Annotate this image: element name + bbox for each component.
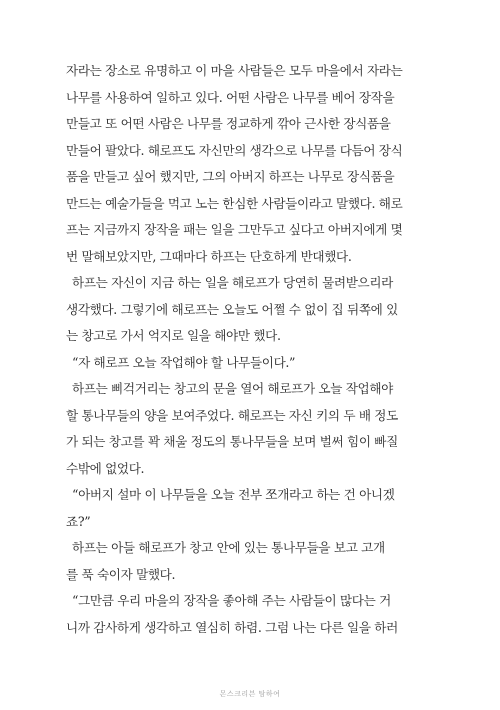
text-line: 나무를 사용하여 일하고 있다. 어떤 사람은 나무를 베어 장작을 [66,89,395,105]
dialogue-line: “자 해로프 오늘 작업해야 할 나무들이다.” [72,354,296,370]
text-line: 를 푹 숙이자 말했다. [66,566,176,582]
text-line: 는 창고로 가서 억지로 일을 해야만 했다. [66,328,281,343]
text-line: 할 통나무들의 양을 보여주었다. 해로프는 자신 키의 두 배 정도 [66,407,398,423]
text-body [66,62,436,645]
text-line: 생각했다. 그렇기에 해로프는 오늘도 어쩔 수 없이 집 뒤쪽에 있 [66,301,398,317]
text-line: 만드는 예술가들을 먹고 노는 한심한 사람들이라고 말했다. 해로 [66,195,403,211]
text-line: 품을 만들고 싶어 했지만, 그의 아버지 하프는 나무로 장식품을 [66,169,395,184]
text-line: 수밖에 없었다. [66,460,145,476]
text-line: 만들고 또 어떤 사람은 나무를 정교하게 깎아 근사한 장식품을 [66,116,391,131]
dialogue-line: 죠?” [66,513,91,529]
text-line: 하프는 삐걱거리는 창고의 문을 열어 해로프가 오늘 작업해야 [72,381,393,396]
text-line: 가 되는 창고를 꽉 채울 정도의 통나무들을 보며 벌써 힘이 빠질 [66,434,398,449]
text-line: 만들어 팔았다. 해로프도 자신만의 생각으로 나무를 다듬어 장식 [66,142,403,158]
dialogue-line: “그만큼 우리 마을의 장작을 좋아해 주는 사람들이 많다는 거 [72,593,391,608]
text-line: 자라는 장소로 유명하고 이 마을 사람들은 모두 마을에서 자라는 [66,63,403,78]
text-line: 하프는 자신이 지금 하는 일을 해로프가 당연히 물려받으리라 [72,275,393,290]
text-line: 프는 지금까지 장작을 패는 일을 그만두고 싶다고 아버지에게 몇 [66,222,403,237]
text-line: 하프는 아들 해로프가 창고 안에 있는 통나무들을 보고 고개 [72,540,385,555]
dialogue-line: 니까 감사하게 생각하고 열심히 하렴. 그럼 나는 다른 일을 하러 [66,619,398,635]
text-line: 번 말해보았지만, 그때마다 하프는 단호하게 반대했다. [66,248,352,264]
dialogue-line: “아버지 설마 이 나무들을 오늘 전부 쪼개라고 하는 건 아니겠 [72,487,395,502]
running-footer: 몬스크리븐 탐하여 [219,690,281,698]
